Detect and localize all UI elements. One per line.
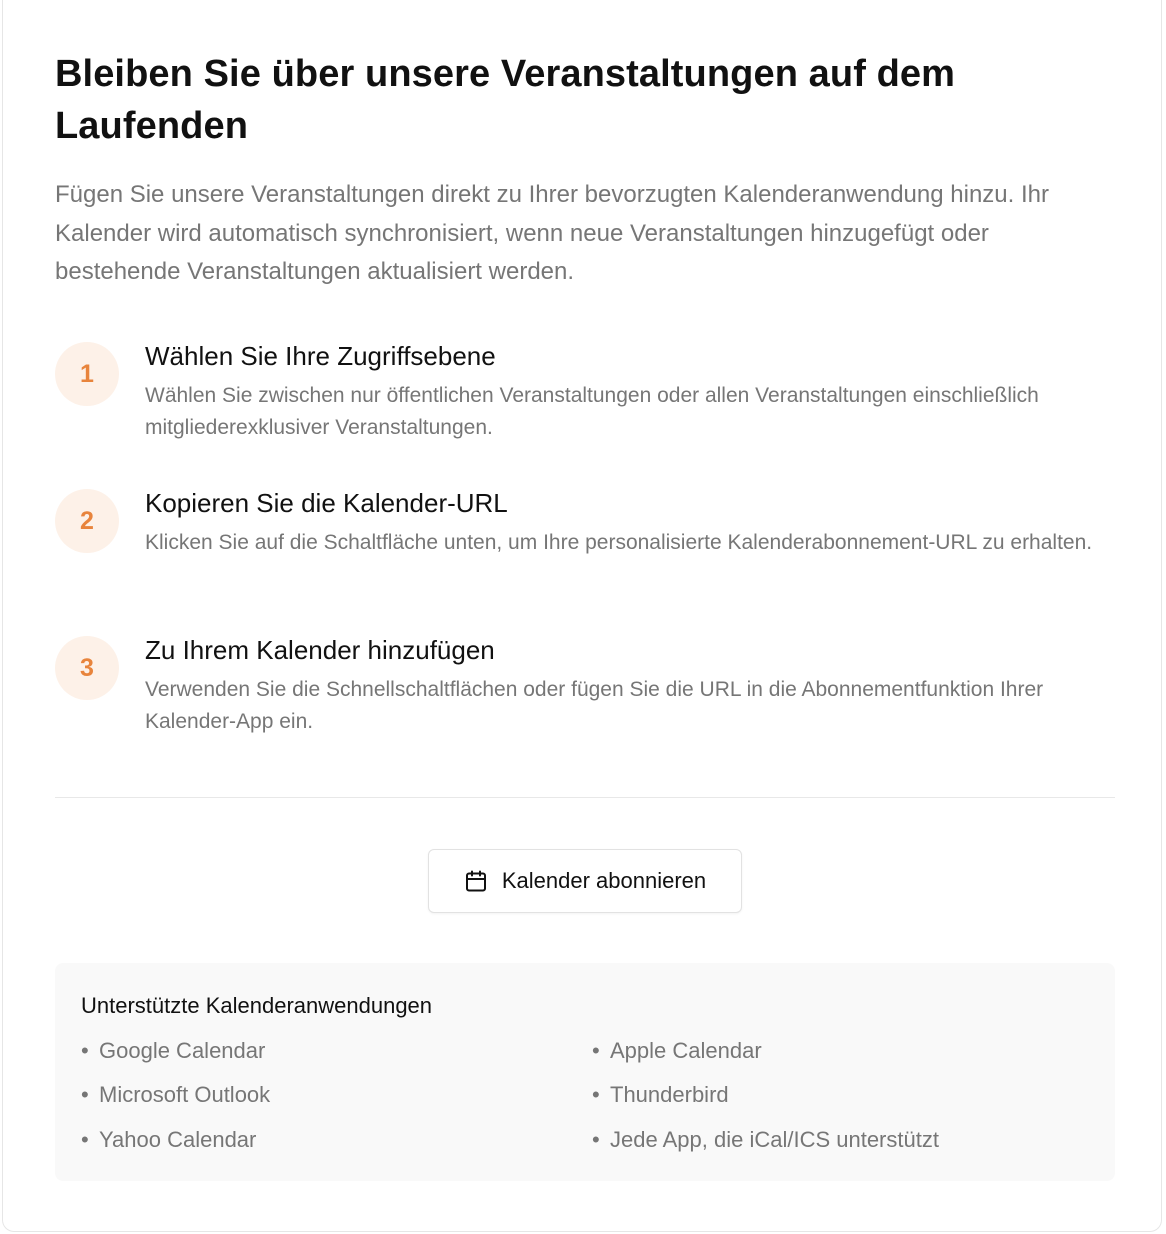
supported-app-item: • Thunderbird [592, 1080, 729, 1110]
step-title: Zu Ihrem Kalender hinzufügen [145, 635, 495, 665]
subscribe-button-label: Kalender abonnieren [501, 868, 707, 893]
subscribe-calendar-button[interactable] [428, 849, 742, 913]
intro-text: Fügen Sie unsere Veranstaltungen direkt zu Ihrer bevorzugten Kalenderanwendung hinzu. Ihr Kalender wird automatisch synchronisiert, wenn neue Veranstaltungen hinzugefügt oder bestehende Veranstaltungen aktualisiert werden. [55, 181, 1049, 285]
supported-apps-title: Unterstützte Kalenderanwendungen [81, 993, 433, 1018]
section-divider [55, 797, 1115, 798]
supported-apps-panel [55, 963, 1115, 1181]
supported-app-item: • Jede App, die iCal/ICS unterstützt [592, 1125, 939, 1155]
supported-app-item: • Google Calendar [81, 1036, 265, 1066]
bullet-icon: • [592, 1082, 600, 1107]
supported-app-item: • Microsoft Outlook [81, 1080, 270, 1110]
step-description: Klicken Sie auf die Schaltfläche unten, um Ihre personalisierte Kalenderabonnement-URL zu erhalten. [145, 531, 1093, 554]
step-description: Verwenden Sie die Schnellschaltflächen oder fügen Sie die URL in die Abonnementfunktion Ihrer Kalender-App ein. [145, 678, 1044, 733]
calendar-subscription-card [2, 0, 1162, 1232]
calendar-icon [464, 869, 488, 893]
supported-app-item: • Yahoo Calendar [81, 1125, 256, 1155]
bullet-icon: • [81, 1038, 89, 1063]
step-title: Kopieren Sie die Kalender-URL [145, 488, 508, 518]
page-title: Bleiben Sie über unsere Veranstaltungen auf dem Laufenden [55, 53, 956, 147]
step-title: Wählen Sie Ihre Zugriffsebene [145, 341, 496, 371]
step-description: Wählen Sie zwischen nur öffentlichen Veranstaltungen oder allen Veranstaltungen einschließlich mitgliederexklusiver Veranstaltungen. [145, 384, 1039, 439]
bullet-icon: • [81, 1082, 89, 1107]
bullet-icon: • [81, 1127, 89, 1152]
supported-app-item: • Apple Calendar [592, 1036, 762, 1066]
step-number-badge: 3 [55, 636, 119, 700]
bullet-icon: • [592, 1127, 600, 1152]
bullet-icon: • [592, 1038, 600, 1063]
step-number-badge: 2 [55, 489, 119, 553]
step-number-badge: 1 [55, 342, 119, 406]
